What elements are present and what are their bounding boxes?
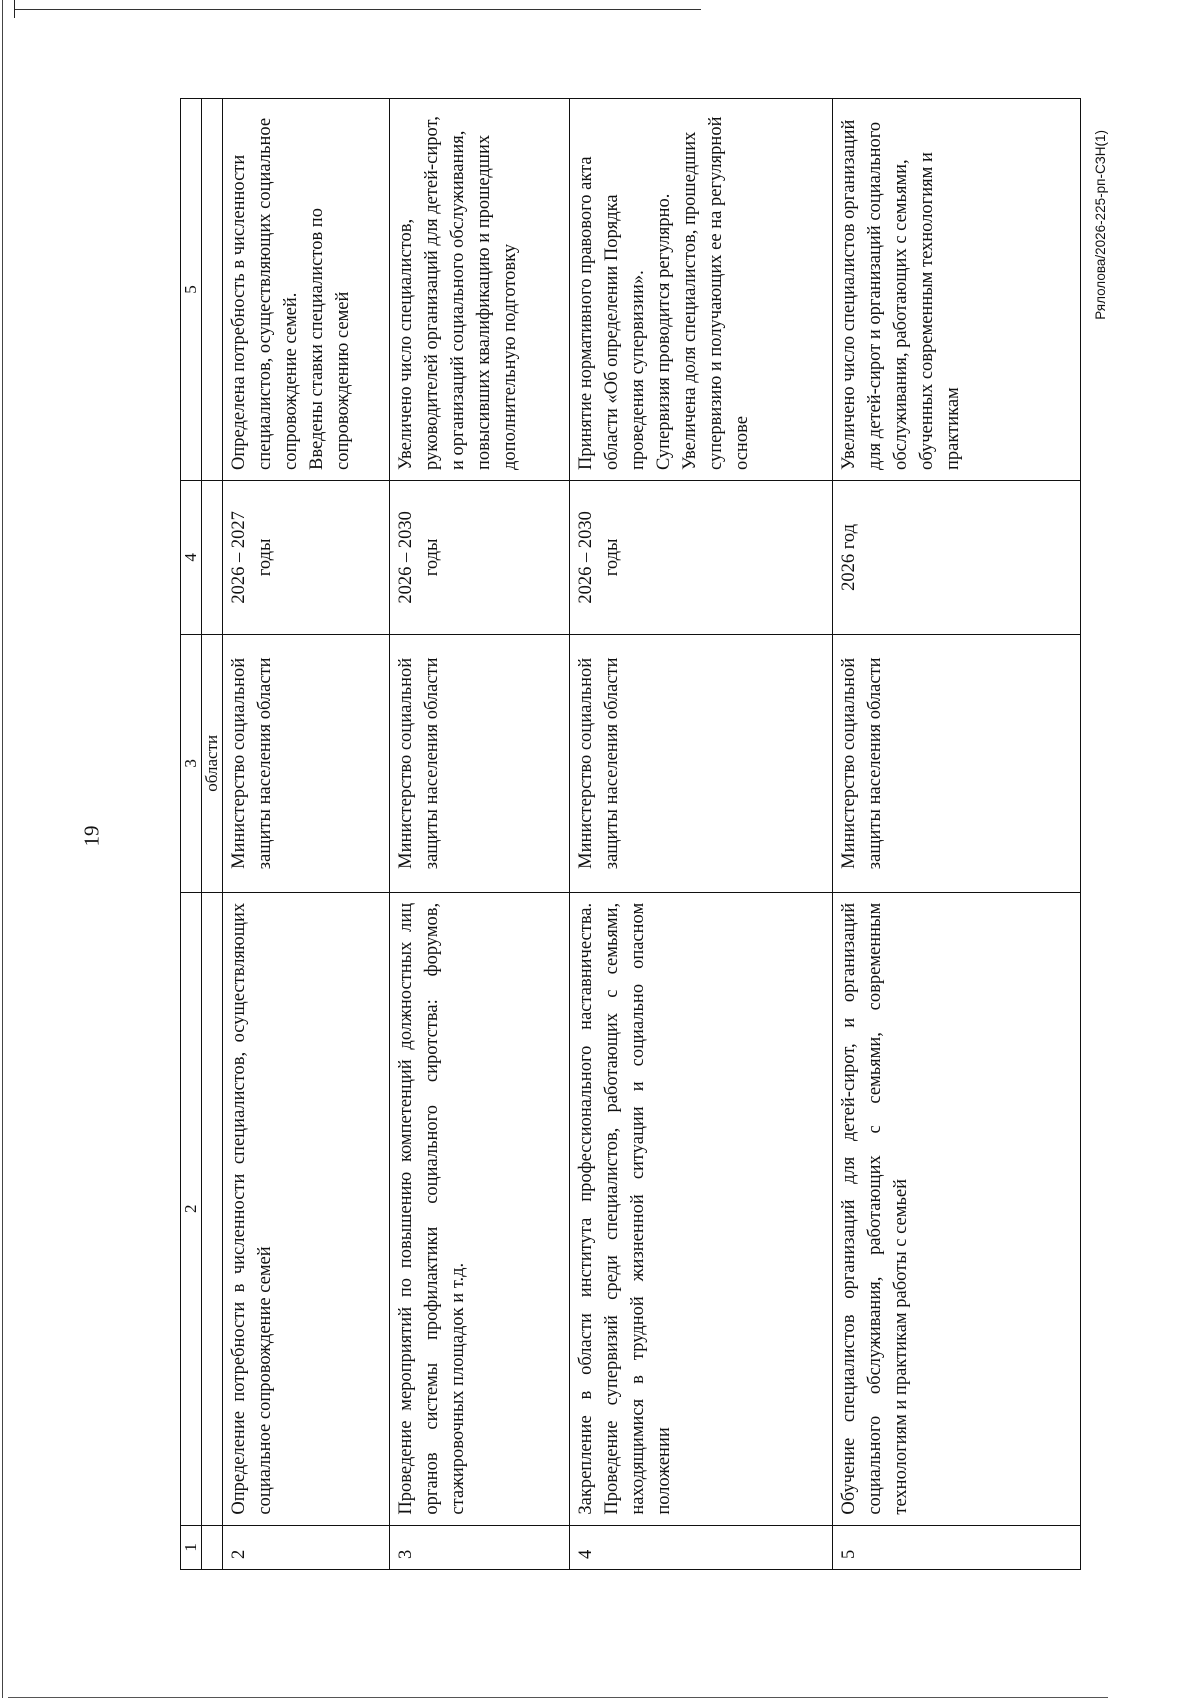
result-cell: Принятие нормативного правового акта области «Об определении Порядка проведения супервизии». Супервизия проводится регулярно. Увеличена доля специалистов, прошедших супервизию и получающих ее на регулярной основе (570, 99, 833, 481)
continuation-cell-1 (202, 1525, 223, 1569)
activity-cell: Обучение специалистов организаций для детей-сирот, и организаций социального обслуживания, работающих с семьями, современным технологиям и практикам работы с семьей (833, 892, 1081, 1525)
continuation-row (202, 99, 223, 1570)
table-header-row (181, 99, 202, 1570)
period-cell: 2026 – 2030 годы (390, 480, 570, 634)
row-number: 4 (570, 1525, 833, 1569)
header-col-4: 4 (181, 480, 202, 634)
result-cell: Определена потребность в численности специалистов, осуществляющих социальное сопровождение семей. Введены ставки специалистов по сопровождению семей (223, 99, 390, 481)
continuation-cell-3: области (202, 634, 223, 892)
activity-cell: Определение потребности в численности специалистов, осуществляющих социальное сопровождение семей (223, 892, 390, 1525)
row-number: 3 (390, 1525, 570, 1569)
header-col-5: 5 (181, 99, 202, 481)
header-col-2: 2 (181, 892, 202, 1525)
scan-edge-left (2, 0, 3, 1698)
header-col-1: 1 (181, 1525, 202, 1569)
executor-cell: Министерство социальной защиты населения области (833, 634, 1081, 892)
table-row (570, 99, 833, 1570)
document-id: Рялолова/2026-225-рп-СЗН(1) (1093, 130, 1108, 320)
page-number: 19 (79, 825, 104, 847)
period-cell: 2026 год (833, 480, 1081, 634)
executor-cell: Министерство социальной защиты населения области (570, 634, 833, 892)
period-cell: 2026 – 2030 годы (570, 480, 833, 634)
result-cell: Увеличено число специалистов, руководителей организаций для детей-сирот, и организаций социального обслуживания, повысивших квалификацию и прошедших дополнительную подготовку (390, 99, 570, 481)
plan-table (180, 98, 1081, 1570)
activity-cell: Проведение мероприятий по повышению компетенций должностных лиц органов системы профилактики социального сиротства: форумов, стажировочных площадок и т.д. (390, 892, 570, 1525)
continuation-cell-5 (202, 99, 223, 481)
row-number: 5 (833, 1525, 1081, 1569)
row-number: 2 (223, 1525, 390, 1569)
scan-edge-top (14, 0, 1200, 18)
table-row (833, 99, 1081, 1570)
period-cell: 2026 – 2027 годы (223, 480, 390, 634)
result-cell: Увеличено число специалистов организаций для детей-сирот и организаций социального обслуживания, работающих с семьями, обученных современным технологиям и практикам (833, 99, 1081, 481)
executor-cell: Министерство социальной защиты населения области (390, 634, 570, 892)
continuation-cell-4 (202, 480, 223, 634)
executor-cell: Министерство социальной защиты населения области (223, 634, 390, 892)
table-row (390, 99, 570, 1570)
continuation-cell-2 (202, 892, 223, 1525)
header-col-3: 3 (181, 634, 202, 892)
rotated-page-content (180, 98, 1117, 1570)
table-row (223, 99, 390, 1570)
activity-cell: Закрепление в области института профессионального наставничества. Проведение супервизий среди специалистов, работающих с семьями, находящимися в трудной жизненной ситуации и социально опасном положении (570, 892, 833, 1525)
